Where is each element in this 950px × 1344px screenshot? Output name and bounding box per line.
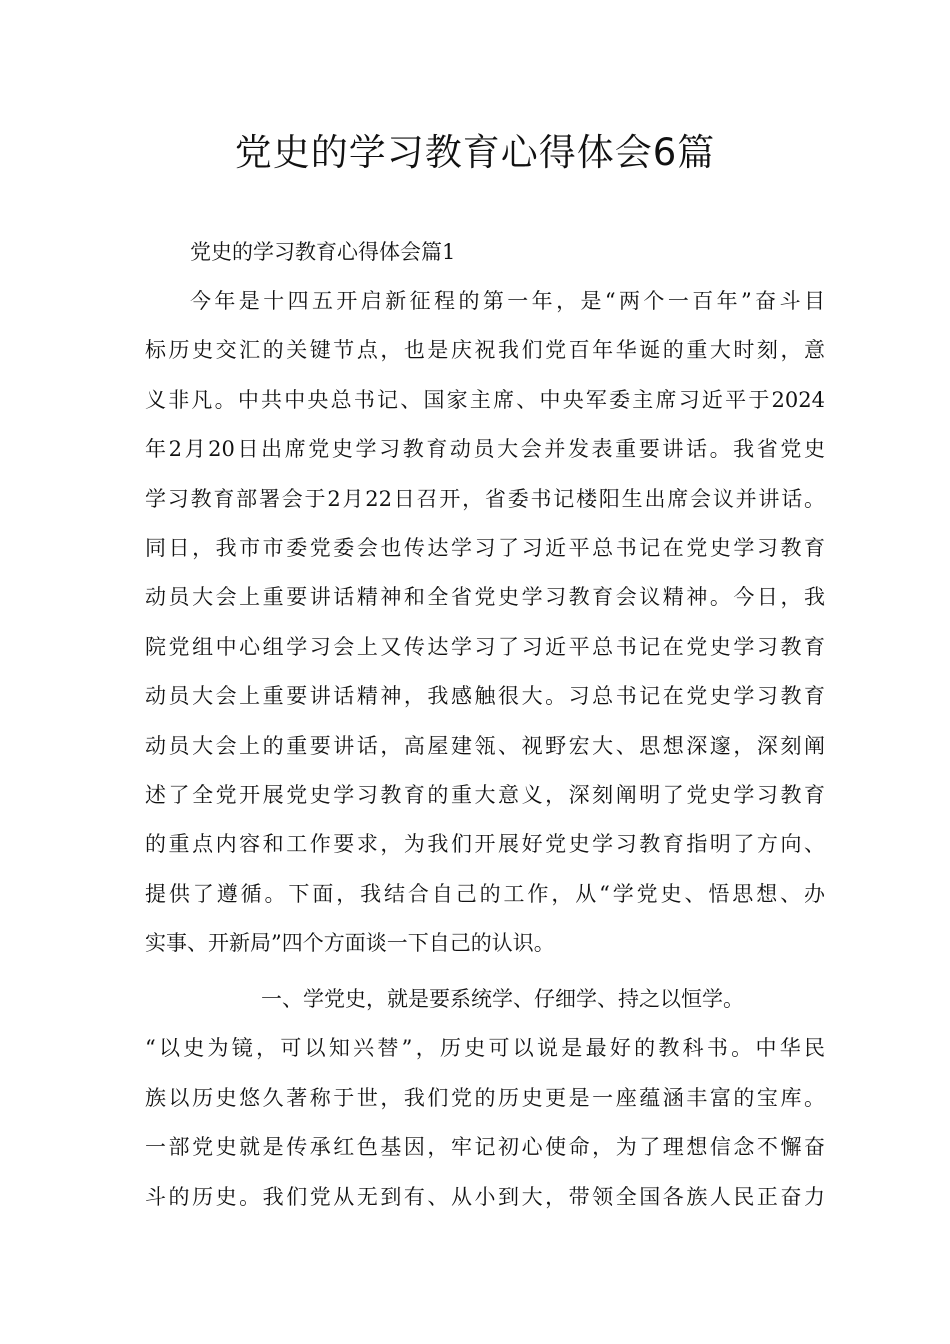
text-line: “以史为镜，可以知兴替”，历史可以说是最好的教科书。中华民 [145, 1036, 825, 1061]
text-line: 实事、开新局”四个方面谈一下自己的认识。 [145, 931, 555, 956]
section-heading: 党史的学习教育心得体会篇1 [190, 240, 456, 264]
paragraph-2 [145, 975, 825, 1222]
text-line: 提供了遵循。下面，我结合自己的工作，从“学党史、悟思想、办 [145, 881, 825, 906]
text-line: 述了全党开展党史学习教育的重大意义，深刻阐明了党史学习教育 [145, 782, 825, 807]
text-line: 一部党史就是传承红色基因，牢记初心使命，为了理想信念不懈奋 [145, 1135, 825, 1160]
text-line: 年2月20日出席党史学习教育动员大会并发表重要讲话。我省党史 [145, 437, 825, 462]
text-line: 斗的历史。我们党从无到有、从小到大，带领全国各族人民正奋力 [145, 1184, 825, 1209]
text-line: 学习教育部署会于2月22日召开，省委书记楼阳生出席会议并讲话。 [145, 486, 825, 511]
text-line: 院党组中心组学习会上又传达学习了习近平总书记在党史学习教育 [145, 634, 825, 659]
text-line: 标历史交汇的关键节点，也是庆祝我们党百年华诞的重大时刻，意 [145, 338, 825, 363]
text-line: 动员大会上重要讲话精神和全省党史学习教育会议精神。今日，我 [145, 585, 825, 610]
text-line: 动员大会上重要讲话精神，我感触很大。习总书记在党史学习教育 [145, 684, 825, 709]
text-line: 族以历史悠久著称于世，我们党的历史更是一座蕴涵丰富的宝库。 [145, 1085, 825, 1110]
text-line: 动员大会上的重要讲话，高屋建瓴、视野宏大、思想深邃，深刻阐 [145, 733, 825, 758]
text-line: 一、学党史，就是要系统学、仔细学、持之以恒学。 [261, 987, 744, 1011]
text-line: 的重点内容和工作要求，为我们开展好党史学习教育指明了方向、 [145, 832, 825, 857]
document-title: 党史的学习教育心得体会6篇 [234, 131, 716, 174]
paragraph-1 [145, 277, 825, 968]
text-line: 今年是十四五开启新征程的第一年，是“两个一百年”奋斗目 [190, 289, 825, 313]
text-line: 义非凡。中共中央总书记、国家主席、中央军委主席习近平于2024 [145, 387, 825, 412]
text-line: 同日，我市市委党委会也传达学习了习近平总书记在党史学习教育 [145, 535, 825, 560]
